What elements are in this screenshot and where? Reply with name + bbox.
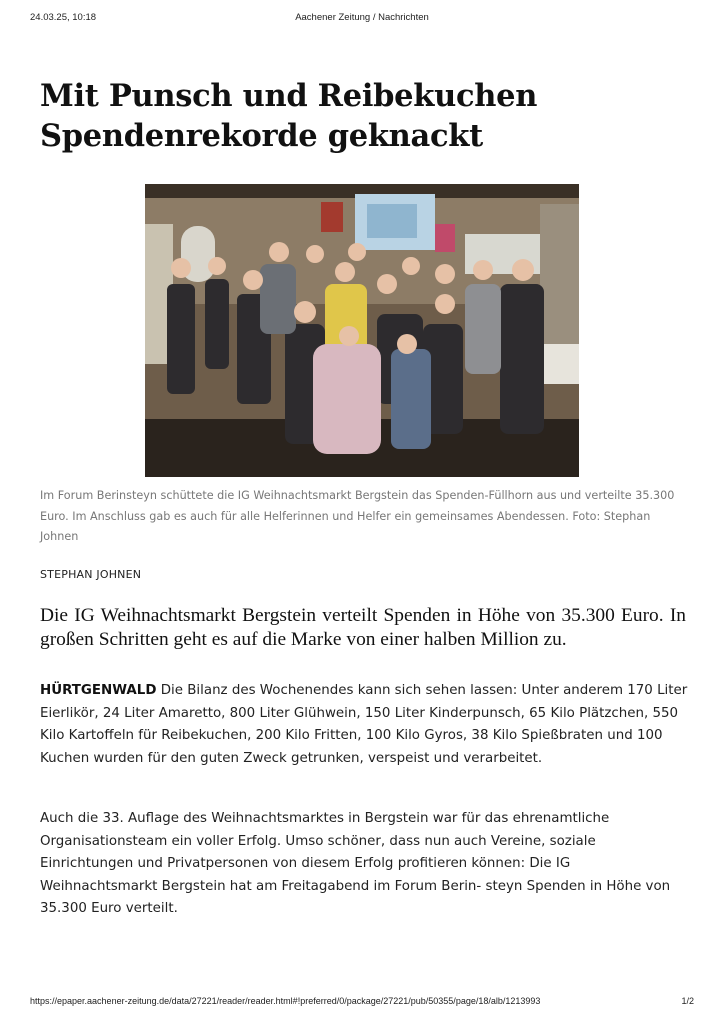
headline-line-2: Spendenrekorde geknackt bbox=[40, 118, 483, 154]
print-url: https://epaper.aachener-zeitung.de/data/27221/reader/reader.html#!preferred/0/package/27221/pub/50355/page/18/alb/1213993 bbox=[30, 996, 541, 1006]
article-lead: Die IG Weihnachtsmarkt Bergstein verteilt Spenden in Höhe von 35.300 Euro. In großen Schritten geht es auf die Marke von einer halben Million zu. bbox=[40, 605, 686, 650]
article-headline bbox=[40, 76, 690, 156]
print-header bbox=[30, 12, 694, 26]
page-number: 1/2 bbox=[681, 996, 694, 1006]
article-paragraph-1 bbox=[40, 680, 690, 770]
dateline: HÜRTGENWALD bbox=[40, 683, 157, 698]
print-datetime: 24.03.25, 10:18 bbox=[30, 12, 97, 23]
article-photo bbox=[145, 184, 579, 477]
group-photo-illustration bbox=[145, 184, 579, 477]
headline-line-1: Mit Punsch und Reibekuchen bbox=[40, 78, 538, 114]
photo-caption: Im Forum Berinsteyn schüttete die IG Weihnachtsmarkt Bergstein das Spenden-Füllhorn aus und verteilte 35.300 Euro. Im Anschluss gab es auch für alle Helferinnen und Helfer ein gemeinsames Abendessen. Foto: Stephan Johnen bbox=[40, 489, 675, 543]
print-footer bbox=[30, 996, 694, 1010]
author-byline: STEPHAN JOHNEN bbox=[40, 568, 142, 581]
article-paragraph-2: Auch die 33. Auflage des Weihnachtsmarktes in Bergstein war für das ehrenamtliche Organisationsteam ein voller Erfolg. Umso schöner, dass nun auch Vereine, soziale Einrichtungen und Privatpersonen von diesem Erfolg profitieren können: Die IG Weihnachtsmarkt Bergstein hat am Freitagabend im Forum Berin- steyn Spenden in Höhe von 35.300 Euro verteilt. bbox=[40, 811, 671, 916]
paragraph-1-text: Die Bilanz des Wochenendes kann sich sehen lassen: Unter anderem 170 Liter Eierlikör, 24 Liter Amaretto, 800 Liter Glühwein, 150 Liter Kinderpunsch, 65 Kilo Plätzchen, 550 Kilo Kartoffeln für Reibekuchen, 200 Kilo Fritten, 100 Kilo Gyros, 38 Kilo Spießbraten und 100 Kuchen wurden für den guten Zweck getrunken, verspeist und verarbeitet. bbox=[40, 683, 688, 766]
print-source: Aachener Zeitung / Nachrichten bbox=[295, 12, 429, 23]
